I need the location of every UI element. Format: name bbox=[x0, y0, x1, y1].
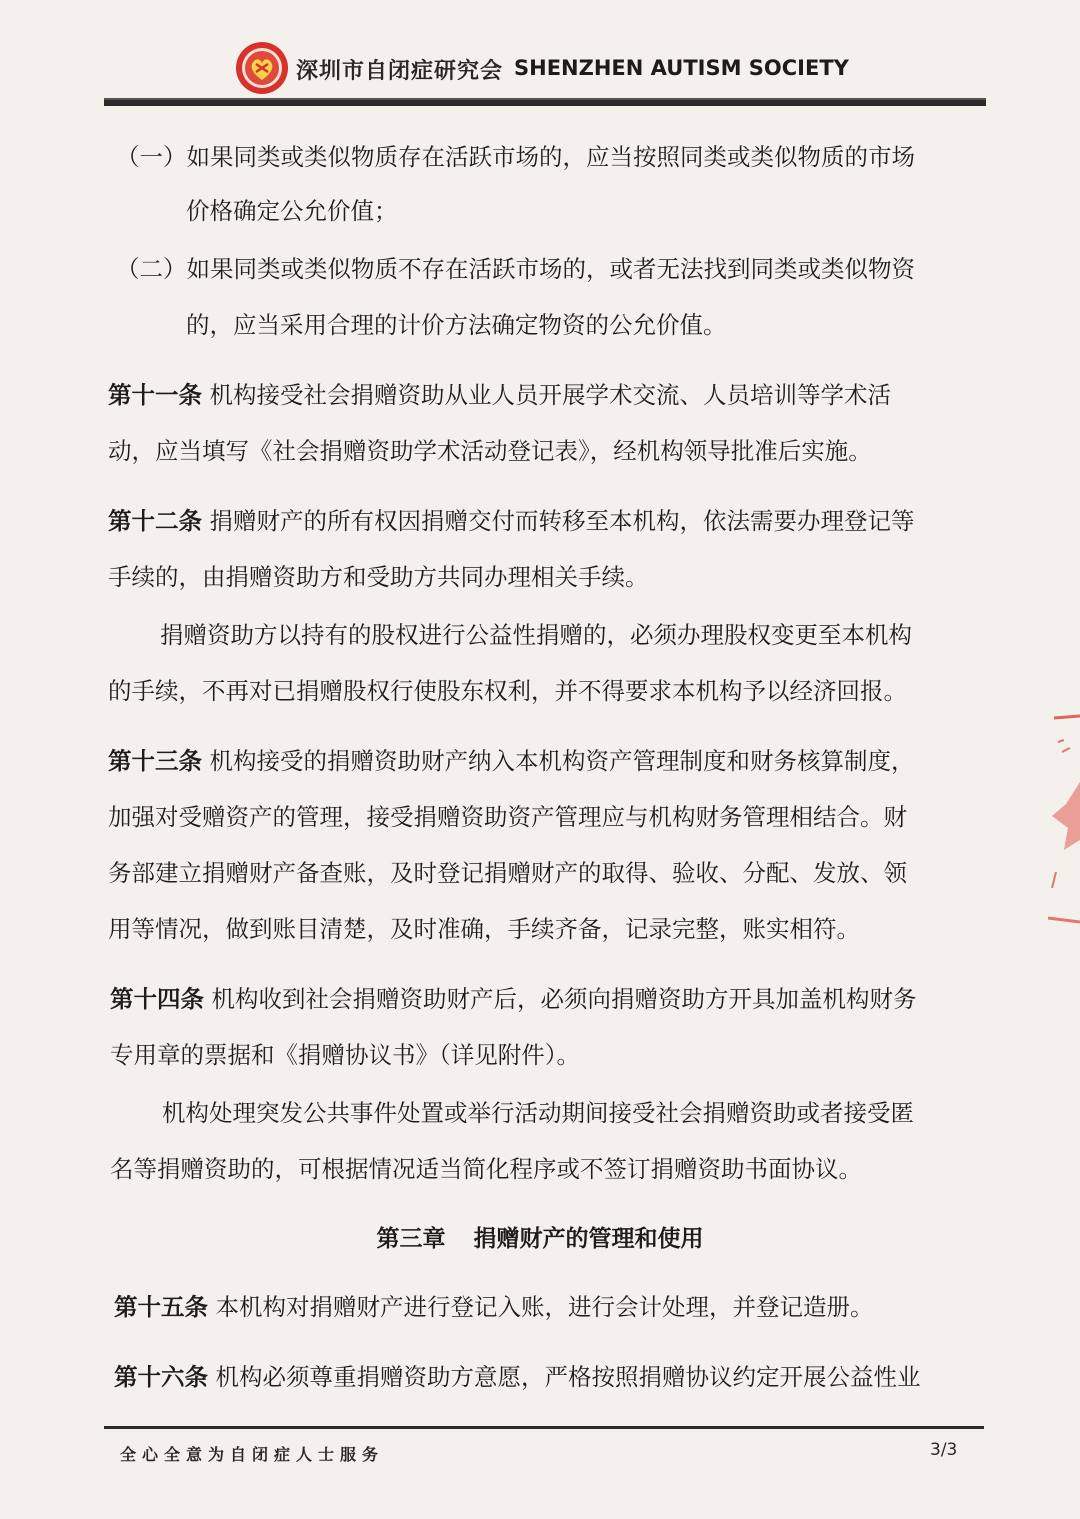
text-line: 价格确定公允价值； bbox=[186, 197, 398, 225]
article-heading: 第十四条 bbox=[110, 985, 204, 1013]
org-name-en: SHENZHEN AUTISM SOCIETY bbox=[514, 56, 849, 80]
text-line: 机构处理突发公共事件处置或举行活动期间接受社会捐赠资助或者接受匿 bbox=[162, 1099, 914, 1127]
article-16 bbox=[114, 1362, 920, 1392]
text-line: （二）如果同类或类似物质不存在活跃市场的，或者无法找到同类或类似物资 bbox=[116, 255, 915, 283]
header-rule bbox=[104, 98, 986, 106]
text-line: 机构必须尊重捐赠资助方意愿，严格按照捐赠协议约定开展公益性业 bbox=[215, 1363, 921, 1391]
article-11 bbox=[108, 380, 891, 410]
text-line: 捐赠财产的所有权因捐赠交付而转移至本机构，依法需要办理登记等 bbox=[209, 507, 915, 535]
text-line: 机构接受社会捐赠资助从业人员开展学术交流、人员培训等学术活 bbox=[209, 381, 891, 409]
text-line: 本机构对捐赠财产进行登记入账，进行会计处理，并登记造册。 bbox=[215, 1293, 874, 1321]
text-line: 加强对受赠资产的管理，接受捐赠资助资产管理应与机构财务管理相结合。财 bbox=[108, 803, 907, 831]
text-line: 名等捐赠资助的，可根据情况适当简化程序或不签订捐赠资助书面协议。 bbox=[110, 1155, 862, 1183]
text-line: 的手续，不再对已捐赠股权行使股东权利，并不得要求本机构予以经济回报。 bbox=[108, 677, 907, 705]
red-seal-stamp-icon bbox=[1040, 712, 1080, 932]
article-heading: 第十五条 bbox=[114, 1293, 208, 1321]
page-number: 3/3 bbox=[930, 1440, 958, 1460]
text-line: 捐赠资助方以持有的股权进行公益性捐赠的，必须办理股权变更至本机构 bbox=[160, 621, 912, 649]
article-heading: 第十三条 bbox=[108, 747, 202, 775]
text-line: 手续的，由捐赠资助方和受助方共同办理相关手续。 bbox=[108, 563, 649, 591]
article-heading: 第十六条 bbox=[114, 1363, 208, 1391]
article-13 bbox=[108, 746, 914, 776]
footer-rule bbox=[104, 1426, 984, 1429]
article-14 bbox=[110, 984, 916, 1014]
text-line: （一）如果同类或类似物质存在活跃市场的，应当按照同类或类似物质的市场 bbox=[116, 143, 915, 171]
text-line: 动，应当填写《社会捐赠资助学术活动登记表》，经机构领导批准后实施。 bbox=[108, 437, 872, 465]
article-15 bbox=[114, 1292, 873, 1322]
text-line: 专用章的票据和《捐赠协议书》（详见附件）。 bbox=[110, 1041, 580, 1069]
text-line: 机构收到社会捐赠资助财产后，必须向捐赠资助方开具加盖机构财务 bbox=[211, 985, 917, 1013]
text-line: 的，应当采用合理的计价方法确定物资的公允价值。 bbox=[186, 311, 727, 339]
chapter-heading bbox=[0, 1224, 1080, 1254]
org-name-cn: 深圳市自闭症研究会 bbox=[296, 59, 504, 84]
footer-slogan: 全心全意为自闭症人士服务 bbox=[120, 1445, 385, 1464]
article-heading: 第十二条 bbox=[108, 507, 202, 535]
article-heading: 第十一条 bbox=[108, 381, 202, 409]
article-12 bbox=[108, 506, 914, 536]
text-line: 机构接受的捐赠资助财产纳入本机构资产管理制度和财务核算制度， bbox=[209, 747, 915, 775]
letterhead bbox=[0, 30, 1080, 102]
text-line: 务部建立捐赠财产备查账，及时登记捐赠财产的取得、验收、分配、发放、领 bbox=[108, 859, 907, 887]
society-logo-icon bbox=[234, 40, 290, 96]
text-line: 用等情况，做到账目清楚，及时准确，手续齐备，记录完整，账实相符。 bbox=[108, 915, 860, 943]
chapter-title: 捐赠财产的管理和使用 bbox=[473, 1226, 704, 1252]
chapter-number: 第三章 bbox=[376, 1226, 446, 1252]
